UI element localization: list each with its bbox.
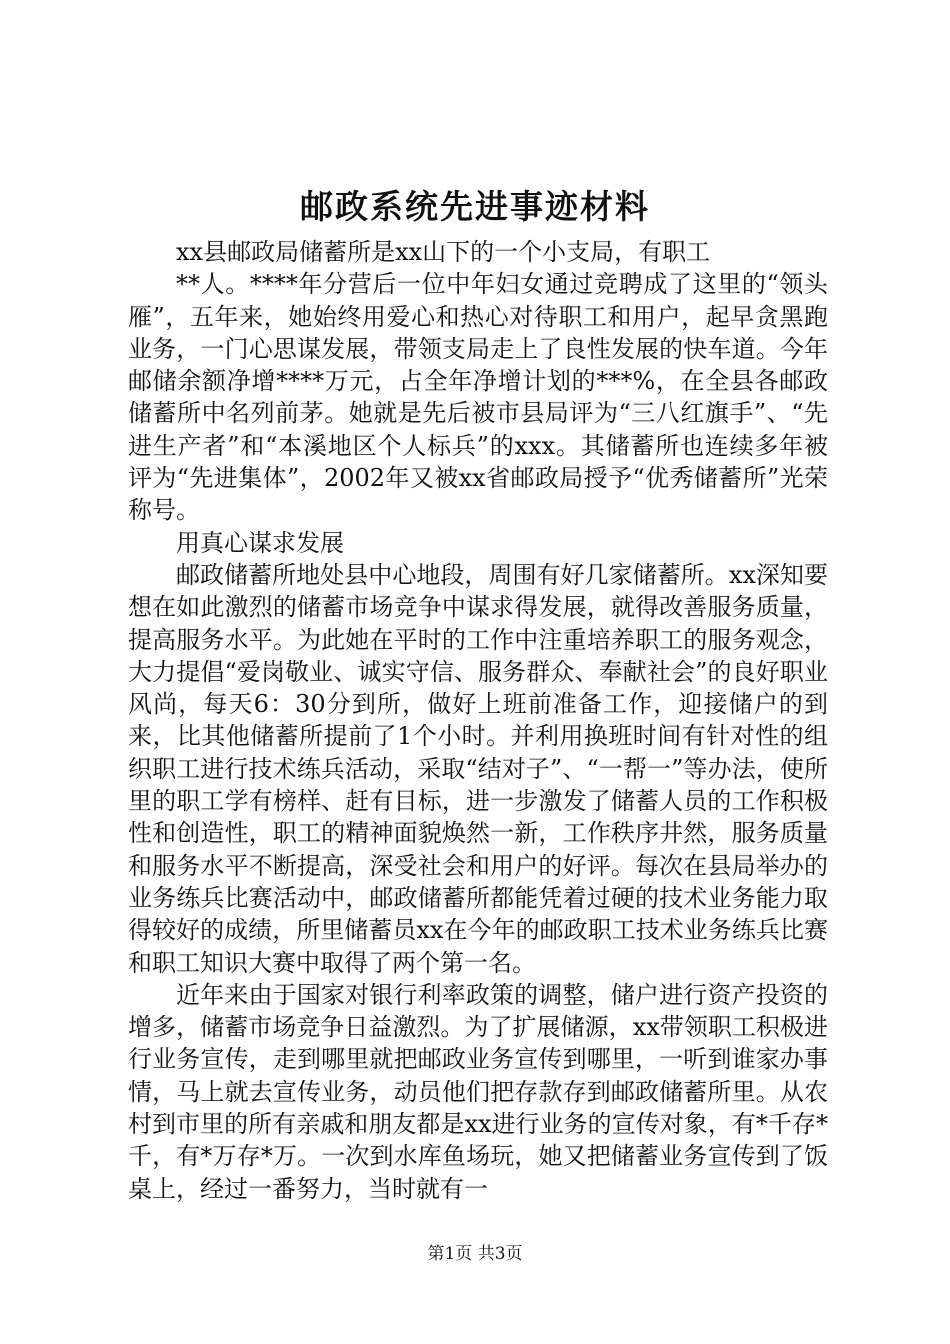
section-heading: 用真心谋求发展 (176, 528, 344, 557)
document-body (128, 236, 828, 1205)
paragraph-intro: **人。****年分营后一位中年妇女通过竞聘成了这里的“领头雁”，五年来，她始终用爱心和热心对待职工和用户，起早贪黑跑业务，一门心思谋发展，带领支局走上了良性发展的快车道。今年邮储余额净增****万元，占全年净增计划的***%，在全县各邮政储蓄所中名列前茅。她就是先后被市县局评为“三八红旗手”、“先进生产者”和“本溪地区个人标兵”的xxx。其储蓄所也连续多年被评为“先进集体”，2002年又被xx省邮政局授予“优秀储蓄所”光荣称号。 (128, 270, 828, 525)
paragraph-marketing: 近年来由于国家对银行利率政策的调整，储户进行资产投资的增多，储蓄市场竞争日益激烈。为了扩展储源，xx带领职工积极进行业务宣传，走到哪里就把邮政业务宣传到哪里，一听到谁家办事情，马上就去宣传业务，动员他们把存款存到邮政储蓄所里。从农村到市里的所有亲戚和朋友都是xx进行业务的宣传对象，有*千存*千，有*万存*万。一次到水库鱼场玩，她又把储蓄业务宣传到了饭桌上，经过一番努力，当时就有一 (128, 980, 828, 1203)
document-title: 邮政系统先进事迹材料 (300, 187, 650, 226)
paragraph-intro-line: xx县邮政局储蓄所是xx山下的一个小支局，有职工 (176, 238, 711, 266)
page-footer: 第1页 共3页 (427, 1244, 523, 1264)
paragraph-service: 邮政储蓄所地处县中心地段，周围有好几家储蓄所。xx深知要想在如此激烈的储蓄市场竞争中谋求得发展，就得改善服务质量，提高服务水平。为此她在平时的工作中注重培养职工的服务观念，大力提倡“爱岗敬业、诚实守信、服务群众、奉献社会”的良好职业风尚，每天6：30分到所，做好上班前准备工作，迎接储户的到来，比其他储蓄所提前了1个小时。并利用换班时间有针对性的组织职工进行技术练兵活动，采取“结对子”、“一帮一”等办法，使所里的职工学有榜样、赶有目标，进一步激发了储蓄人员的工作积极性和创造性，职工的精神面貌焕然一新，工作秩序井然，服务质量和服务水平不断提高，深受社会和用户的好评。每次在县局举办的业务练兵比赛活动中，邮政储蓄所都能凭着过硬的技术业务能力取得较好的成绩，所里储蓄员xx在今年的邮政职工技术业务练兵比赛和职工知识大赛中取得了两个第一名。 (128, 560, 828, 977)
